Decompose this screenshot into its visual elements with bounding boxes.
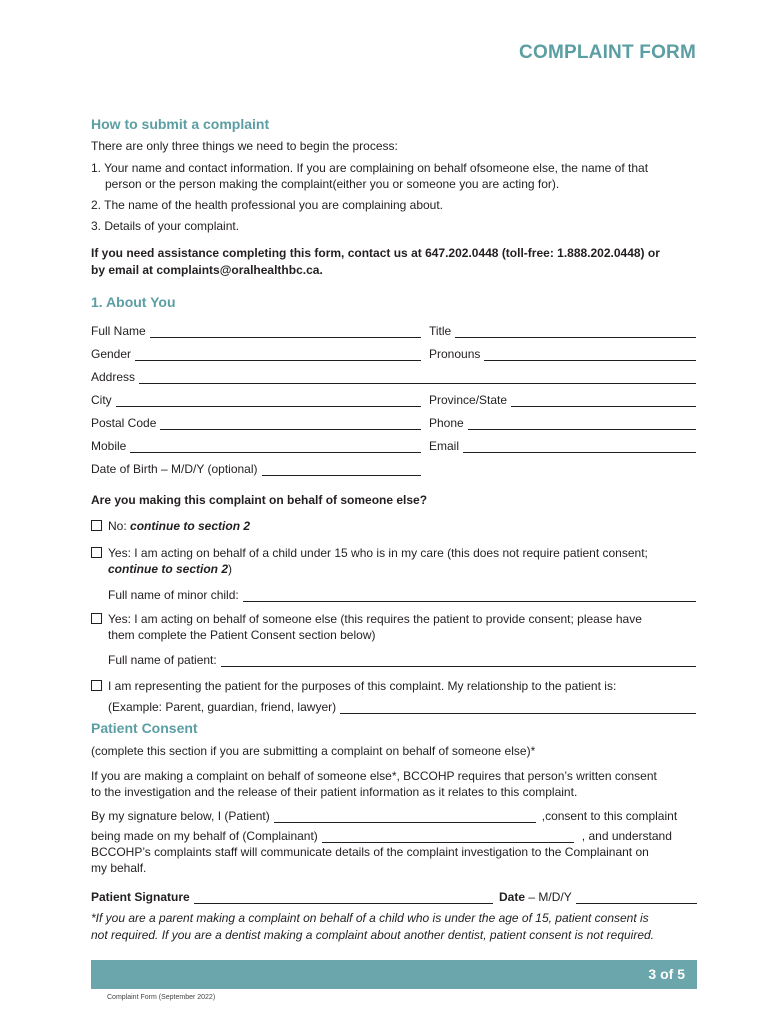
city-line[interactable] bbox=[116, 393, 421, 407]
option-child-line-1: Yes: I am acting on behalf of a child under 15 who is in my care (this does not require patient consent; bbox=[108, 546, 648, 560]
option-child-checkbox[interactable] bbox=[91, 547, 102, 558]
title-field[interactable] bbox=[429, 320, 696, 338]
phone-line[interactable] bbox=[468, 416, 696, 430]
footer-note: Complaint Form (September 2022) bbox=[107, 994, 216, 1001]
full-name-line[interactable] bbox=[150, 324, 421, 338]
relationship-line[interactable] bbox=[340, 700, 696, 714]
title-label: Title bbox=[429, 324, 452, 338]
consent-note: (complete this section if you are submitting a complaint on behalf of someone else)* bbox=[91, 744, 536, 758]
dob-label: Date of Birth – M/D/Y (optional) bbox=[91, 462, 258, 476]
option-other-checkbox[interactable] bbox=[91, 613, 102, 624]
consent-para-1-line-2: to the investigation and the release of their patient information as it relates to this complaint. bbox=[91, 785, 578, 799]
complainant-label: being made on my behalf of (Complainant) bbox=[91, 829, 318, 843]
phone-label: Phone bbox=[429, 416, 464, 430]
patient-signature-line[interactable] bbox=[194, 890, 493, 904]
option-child-close: ) bbox=[228, 562, 233, 576]
step-1-line-1: 1. Your name and contact information. If you are complaining on behalf ofsomeone else, the name of that bbox=[91, 161, 649, 175]
and-understand-label: , and understand bbox=[581, 829, 672, 843]
consent-para-2-line-1: BCCOHP’s complaints staff will communicate details of the complaint investigation to the Complainant on bbox=[91, 845, 649, 859]
patient-signature-label: Patient Signature bbox=[91, 890, 190, 904]
patient-name-blank[interactable] bbox=[274, 809, 536, 823]
city-field[interactable] bbox=[91, 389, 421, 407]
relationship-field[interactable] bbox=[108, 696, 696, 714]
gender-label: Gender bbox=[91, 347, 132, 361]
email-line[interactable] bbox=[463, 439, 696, 453]
postal-code-label: Postal Code bbox=[91, 416, 157, 430]
dob-field[interactable] bbox=[91, 458, 421, 476]
assist-line-2: by email at complaints@oralhealthbc.ca. bbox=[91, 263, 323, 277]
city-label: City bbox=[91, 393, 112, 407]
date-label bbox=[499, 890, 576, 904]
option-no[interactable] bbox=[91, 518, 250, 535]
pronouns-label: Pronouns bbox=[429, 347, 481, 361]
form-title: COMPLAINT FORM bbox=[519, 42, 696, 63]
province-line[interactable] bbox=[511, 393, 696, 407]
footnote-line-2: not required. If you are a dentist making a complaint about another dentist, patient consent is not required. bbox=[91, 928, 655, 942]
option-other-line-2: them complete the Patient Consent section below) bbox=[108, 628, 376, 642]
date-field[interactable] bbox=[499, 886, 697, 904]
step-3: 3. Details of your complaint. bbox=[91, 219, 240, 233]
complainant-line[interactable] bbox=[91, 825, 697, 843]
address-line[interactable] bbox=[139, 370, 696, 384]
option-no-checkbox[interactable] bbox=[91, 520, 102, 531]
option-representing-checkbox[interactable] bbox=[91, 680, 102, 691]
option-representing-line-1: I am representing the patient for the purposes of this complaint. My relationship to the patient is: bbox=[108, 679, 617, 693]
pronouns-line[interactable] bbox=[484, 347, 696, 361]
full-name-label: Full Name bbox=[91, 324, 146, 338]
option-no-label: No: bbox=[108, 519, 131, 533]
how-to-intro: There are only three things we need to begin the process: bbox=[91, 139, 398, 153]
dob-line[interactable] bbox=[262, 462, 421, 476]
patient-name-line[interactable] bbox=[221, 653, 696, 667]
option-no-emphasis: continue to section 2 bbox=[130, 519, 251, 533]
phone-field[interactable] bbox=[429, 412, 696, 430]
email-label: Email bbox=[429, 439, 460, 453]
consent-para-2-line-2: my behalf. bbox=[91, 861, 147, 875]
postal-code-field[interactable] bbox=[91, 412, 421, 430]
address-field[interactable] bbox=[91, 366, 696, 384]
step-2: 2. The name of the health professional you are complaining about. bbox=[91, 198, 444, 212]
date-line[interactable] bbox=[576, 890, 697, 904]
option-representing[interactable] bbox=[91, 678, 616, 695]
minor-child-name-label: Full name of minor child: bbox=[108, 588, 239, 602]
assist-line-1: If you need assistance completing this form, contact us at 647.202.0448 (toll-free: 1.888.202.0448) or bbox=[91, 246, 660, 260]
patient-name-label: Full name of patient: bbox=[108, 653, 217, 667]
footer-bar bbox=[91, 960, 697, 989]
how-to-heading: How to submit a complaint bbox=[91, 116, 270, 132]
relationship-example-label: (Example: Parent, guardian, friend, lawyer) bbox=[108, 700, 337, 714]
mobile-label: Mobile bbox=[91, 439, 127, 453]
mobile-line[interactable] bbox=[130, 439, 421, 453]
consent-to-complaint-label: ,consent to this complaint bbox=[541, 809, 678, 823]
gender-line[interactable] bbox=[135, 347, 421, 361]
minor-child-name-line[interactable] bbox=[243, 588, 696, 602]
date-label-bold: Date bbox=[499, 890, 526, 904]
title-line[interactable] bbox=[455, 324, 696, 338]
option-child-emphasis: continue to section 2 bbox=[108, 562, 229, 576]
option-other[interactable] bbox=[91, 611, 642, 628]
footnote-line-1: *If you are a parent making a complaint on behalf of a child who is under the age of 15, patient consent is bbox=[91, 911, 649, 925]
patient-label: By my signature below, I (Patient) bbox=[91, 809, 270, 823]
province-label: Province/State bbox=[429, 393, 508, 407]
patient-consent-line[interactable] bbox=[91, 805, 697, 823]
behalf-question: Are you making this complaint on behalf of someone else? bbox=[91, 493, 428, 507]
patient-name-field[interactable] bbox=[108, 649, 696, 667]
mobile-field[interactable] bbox=[91, 435, 421, 453]
postal-code-line[interactable] bbox=[160, 416, 421, 430]
about-you-heading: 1. About You bbox=[91, 294, 176, 310]
date-label-format: – M/D/Y bbox=[525, 890, 572, 904]
pronouns-field[interactable] bbox=[429, 343, 696, 361]
address-label: Address bbox=[91, 370, 136, 384]
page-number: 3 of 5 bbox=[648, 966, 685, 982]
option-child-line-2 bbox=[108, 561, 232, 578]
consent-para-1-line-1: If you are making a complaint on behalf of someone else*, BCCOHP requires that person’s written consent bbox=[91, 769, 657, 783]
consent-heading: Patient Consent bbox=[91, 720, 198, 736]
complainant-name-blank[interactable] bbox=[322, 829, 574, 843]
full-name-field[interactable] bbox=[91, 320, 421, 338]
province-field[interactable] bbox=[429, 389, 696, 407]
option-child[interactable] bbox=[91, 545, 648, 562]
patient-signature-field[interactable] bbox=[91, 886, 493, 904]
step-1-line-2: person or the person making the complaint(either you or someone you are acting for). bbox=[105, 177, 560, 191]
email-field[interactable] bbox=[429, 435, 696, 453]
option-other-line-1: Yes: I am acting on behalf of someone else (this requires the patient to provide consent; please have bbox=[108, 612, 642, 626]
gender-field[interactable] bbox=[91, 343, 421, 361]
minor-child-name-field[interactable] bbox=[108, 584, 696, 602]
